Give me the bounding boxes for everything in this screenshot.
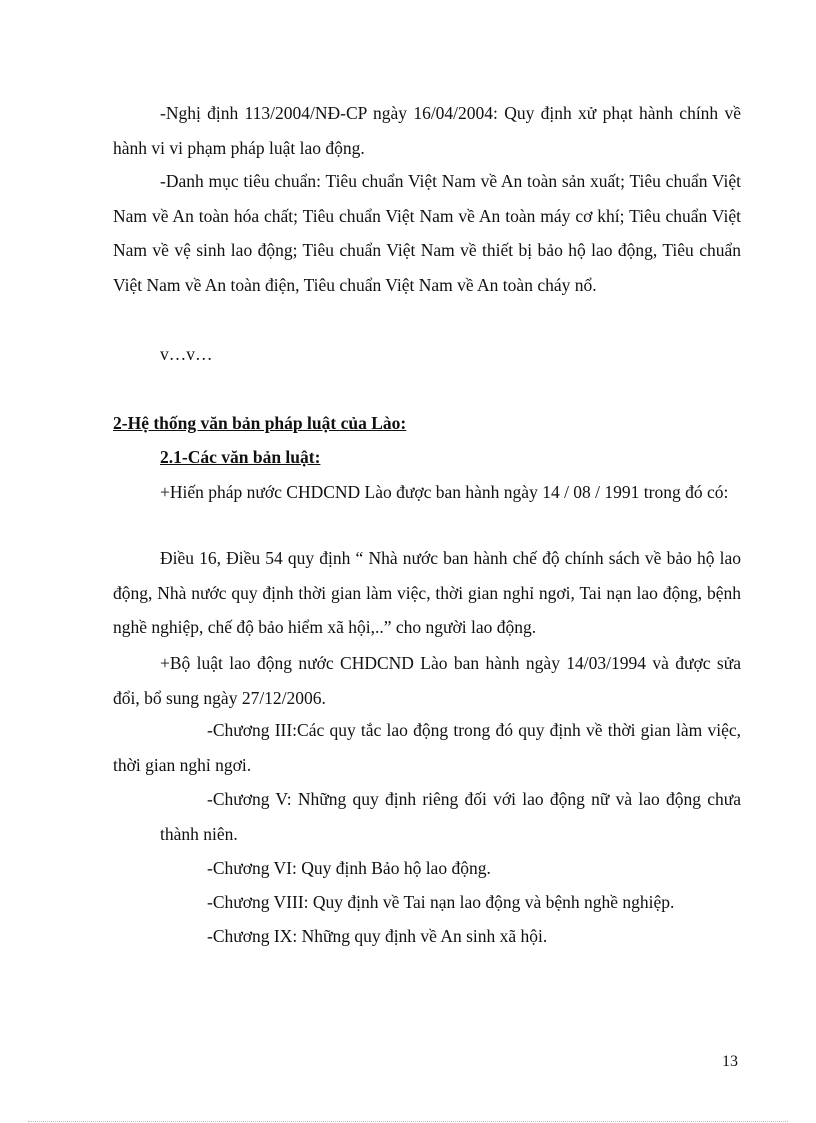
decree-paragraph: -Nghị định 113/2004/NĐ-CP ngày 16/04/2004: Quy định xử phạt hành chính về hành vi vi phạm pháp luật lao động.: [113, 103, 741, 158]
subsection-heading: 2.1-Các văn bản luật:: [160, 447, 321, 467]
section-heading: 2-Hệ thống văn bản pháp luật của Lào:: [113, 413, 407, 433]
chapter-item: -Chương VI: Quy định Bảo hộ lao động.: [207, 858, 491, 878]
page-bottom-divider: [28, 1121, 788, 1122]
chapter-item: -Chương IX: Những quy định về An sinh xã hội.: [207, 926, 548, 946]
etc-paragraph: v…v…: [160, 344, 213, 364]
article-paragraph: Điều 16, Điều 54 quy định “ Nhà nước ban hành chế độ chính sách về bảo hộ lao động, Nhà nước quy định thời gian làm việc, thời gian nghỉ ngơi, Tai nạn lao động, bệnh nghề nghiệp, chế độ bảo hiểm xã hội,..” cho người lao động.: [113, 548, 741, 637]
labor-code-paragraph: +Bộ luật lao động nước CHDCND Lào ban hành ngày 14/03/1994 và được sửa đổi, bổ sung ngày 27/12/2006.: [113, 653, 741, 708]
chapter-item: -Chương VIII: Quy định về Tai nạn lao động và bệnh nghề nghiệp.: [207, 892, 675, 912]
chapter-item: -Chương V: Những quy định riêng đối với lao động nữ và lao động chưa thành niên.: [160, 789, 741, 844]
chapter-item: -Chương III:Các quy tắc lao động trong đó quy định về thời gian làm việc, thời gian nghỉ ngơi.: [113, 720, 741, 775]
standards-paragraph: -Danh mục tiêu chuẩn: Tiêu chuẩn Việt Nam về An toàn sản xuất; Tiêu chuẩn Việt Nam về An toàn hóa chất; Tiêu chuẩn Việt Nam về An toàn máy cơ khí; Tiêu chuẩn Việt Nam về vệ sinh lao động; Tiêu chuẩn Việt Nam về thiết bị bảo hộ lao động, Tiêu chuẩn Việt Nam về An toàn điện, Tiêu chuẩn Việt Nam về An toàn cháy nổ.: [113, 171, 741, 295]
page-number: 13: [722, 1053, 738, 1070]
constitution-paragraph: +Hiến pháp nước CHDCND Lào được ban hành ngày 14 / 08 / 1991 trong đó có:: [160, 482, 729, 502]
